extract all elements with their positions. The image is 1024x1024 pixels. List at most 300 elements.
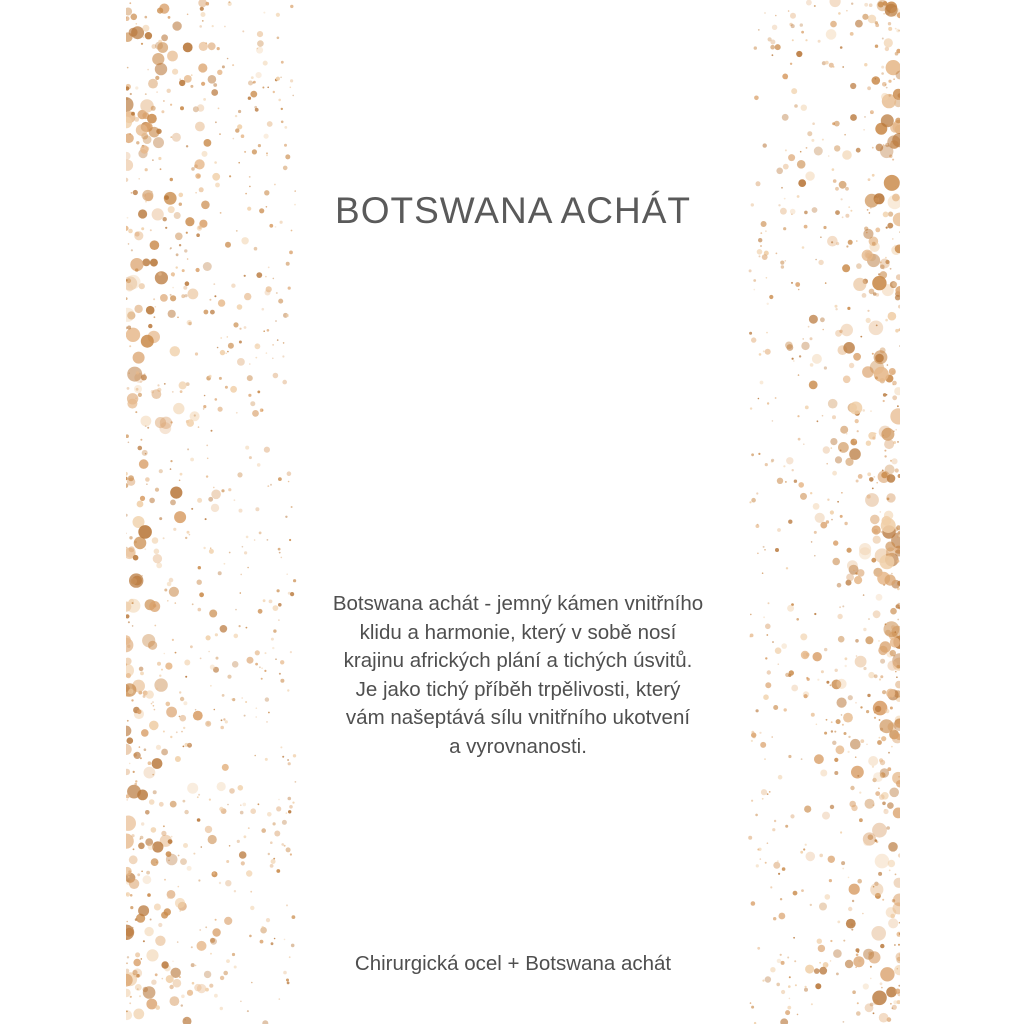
speckle-dot bbox=[140, 757, 142, 759]
speckle-dot bbox=[208, 75, 217, 84]
speckle-dot bbox=[255, 716, 257, 718]
speckle-dot bbox=[175, 898, 185, 908]
speckle-dot bbox=[240, 1001, 242, 1003]
speckle-dot bbox=[864, 63, 867, 66]
speckle-dot bbox=[206, 445, 208, 447]
speckle-dot bbox=[243, 803, 247, 807]
speckle-dot bbox=[229, 845, 231, 847]
speckle-dot bbox=[268, 267, 270, 269]
speckle-dot bbox=[898, 305, 900, 309]
speckle-dot bbox=[757, 947, 760, 950]
speckle-dot bbox=[129, 763, 131, 765]
speckle-dot bbox=[776, 983, 780, 987]
speckle-dot bbox=[881, 531, 883, 533]
speckle-dot bbox=[224, 26, 226, 28]
speckle-dot bbox=[868, 618, 870, 620]
speckle-dot bbox=[288, 810, 291, 813]
speckle-dot bbox=[276, 869, 280, 873]
speckle-dot bbox=[197, 796, 199, 798]
speckle-dot bbox=[141, 729, 149, 737]
speckle-dot bbox=[776, 253, 778, 255]
speckle-dot bbox=[890, 650, 896, 656]
speckle-dot bbox=[137, 790, 148, 801]
speckle-dot bbox=[126, 799, 128, 801]
speckle-dot bbox=[148, 641, 157, 650]
speckle-dot bbox=[885, 319, 888, 322]
speckle-dot bbox=[167, 582, 172, 587]
speckle-dot bbox=[790, 13, 796, 19]
speckle-dot bbox=[138, 525, 152, 539]
speckle-dot bbox=[140, 145, 148, 153]
speckle-dot bbox=[176, 253, 179, 256]
speckle-dot bbox=[187, 14, 189, 16]
speckle-dot bbox=[875, 78, 877, 80]
speckle-dot bbox=[890, 707, 893, 710]
speckle-dot bbox=[778, 873, 780, 875]
speckle-dot bbox=[896, 274, 900, 280]
speckle-dot bbox=[890, 268, 892, 270]
speckle-dot bbox=[795, 282, 800, 287]
speckle-dot bbox=[217, 70, 222, 75]
speckle-dot bbox=[129, 345, 131, 347]
speckle-dot bbox=[285, 516, 287, 518]
speckle-dot bbox=[215, 398, 218, 401]
speckle-dot bbox=[863, 628, 866, 631]
speckle-dot bbox=[777, 528, 781, 532]
speckle-dot bbox=[211, 430, 213, 432]
speckle-dot bbox=[141, 335, 154, 348]
speckle-dot bbox=[267, 121, 273, 127]
speckle-dot bbox=[218, 571, 222, 575]
speckle-dot bbox=[846, 433, 848, 435]
speckle-dot bbox=[247, 567, 249, 569]
speckle-dot bbox=[822, 329, 824, 331]
speckle-dot bbox=[817, 679, 819, 681]
speckle-dot bbox=[145, 810, 150, 815]
speckle-dot bbox=[197, 984, 206, 993]
speckle-dot bbox=[141, 871, 143, 873]
speckle-dot bbox=[135, 232, 140, 237]
speckle-dot bbox=[266, 352, 268, 354]
speckle-dot bbox=[281, 557, 283, 559]
speckle-dot bbox=[895, 671, 897, 673]
speckle-dot bbox=[814, 531, 817, 534]
speckle-dot bbox=[846, 574, 854, 582]
speckle-dot bbox=[850, 114, 857, 121]
speckle-dot bbox=[164, 589, 167, 592]
speckle-dot bbox=[126, 133, 134, 143]
speckle-dot bbox=[127, 720, 129, 722]
speckle-dot bbox=[818, 945, 825, 952]
speckle-dot bbox=[213, 872, 216, 875]
speckle-dot bbox=[872, 488, 874, 490]
speckle-dot bbox=[151, 858, 159, 866]
speckle-dot bbox=[885, 84, 887, 86]
speckle-dot bbox=[782, 867, 786, 871]
speckle-dot bbox=[230, 386, 237, 393]
speckle-dot bbox=[177, 317, 179, 319]
speckle-dot bbox=[781, 265, 784, 268]
speckle-dot bbox=[139, 838, 141, 840]
speckle-dot bbox=[222, 764, 229, 771]
speckle-dot bbox=[897, 619, 899, 621]
speckle-dot bbox=[161, 831, 166, 836]
speckle-dot bbox=[217, 782, 226, 791]
speckle-dot bbox=[842, 66, 844, 68]
speckle-dot bbox=[897, 441, 899, 443]
speckle-dot bbox=[758, 398, 760, 400]
speckle-dot bbox=[851, 766, 864, 779]
speckle-dot bbox=[871, 926, 886, 941]
speckle-dot bbox=[840, 831, 842, 833]
speckle-dot bbox=[842, 150, 852, 160]
speckle-dot bbox=[155, 488, 159, 492]
speckle-dot bbox=[163, 825, 165, 827]
speckle-dot bbox=[896, 29, 900, 33]
speckle-dot bbox=[784, 708, 787, 711]
speckle-dot bbox=[888, 752, 890, 754]
speckle-dot bbox=[179, 244, 181, 246]
speckle-dot bbox=[887, 364, 889, 366]
speckle-dot bbox=[203, 547, 205, 549]
speckle-dot bbox=[126, 308, 135, 322]
speckle-dot bbox=[143, 695, 146, 698]
speckle-dot bbox=[844, 732, 847, 735]
speckle-dot bbox=[129, 1002, 131, 1004]
speckle-dot bbox=[828, 155, 830, 157]
speckle-dot bbox=[800, 151, 802, 153]
speckle-dot bbox=[860, 706, 862, 708]
speckle-dot bbox=[801, 758, 803, 760]
speckle-dot bbox=[775, 44, 781, 50]
speckle-dot bbox=[899, 922, 900, 924]
speckle-dot bbox=[126, 160, 133, 171]
speckle-dot bbox=[835, 308, 837, 310]
speckle-dot bbox=[221, 489, 224, 492]
speckle-dot bbox=[146, 690, 154, 698]
speckle-dot bbox=[849, 363, 854, 368]
speckle-dot bbox=[891, 458, 897, 464]
speckle-dot bbox=[770, 45, 775, 50]
speckle-dot bbox=[295, 781, 297, 783]
speckle-dot bbox=[886, 689, 895, 698]
speckle-dot bbox=[756, 524, 760, 528]
speckle-dot bbox=[754, 46, 757, 49]
speckle-dot bbox=[159, 469, 163, 473]
speckle-dot bbox=[888, 80, 891, 83]
description-line: krajinu afrických plání a tichých úsvitů. bbox=[343, 649, 693, 672]
speckle-dot bbox=[286, 904, 288, 906]
speckle-dot bbox=[140, 439, 142, 441]
speckle-dot bbox=[854, 439, 857, 442]
speckle-dot bbox=[760, 232, 762, 234]
speckle-dot bbox=[146, 483, 148, 485]
speckle-dot bbox=[147, 893, 151, 897]
speckle-dot bbox=[288, 481, 290, 483]
speckle-dot bbox=[856, 240, 858, 242]
speckle-dot bbox=[159, 675, 161, 677]
speckle-dot bbox=[201, 82, 205, 86]
speckle-dot bbox=[772, 25, 777, 30]
speckle-dot bbox=[170, 801, 177, 808]
speckle-dot bbox=[837, 501, 839, 503]
speckle-dot bbox=[175, 233, 183, 241]
speckle-dot bbox=[757, 249, 763, 255]
speckle-dot bbox=[783, 465, 785, 467]
speckle-dot bbox=[805, 844, 807, 846]
speckle-dot bbox=[856, 480, 859, 483]
speckle-dot bbox=[165, 663, 172, 670]
speckle-dot bbox=[170, 346, 180, 356]
speckle-dot bbox=[190, 458, 194, 462]
speckle-dot bbox=[157, 8, 163, 14]
speckle-dot bbox=[894, 387, 900, 395]
speckle-dot bbox=[754, 289, 756, 291]
speckle-dot bbox=[791, 24, 795, 28]
speckle-dot bbox=[767, 402, 769, 404]
speckle-dot bbox=[865, 493, 879, 507]
speckle-dot bbox=[842, 868, 844, 870]
speckle-dot bbox=[203, 98, 206, 101]
speckle-dot bbox=[173, 403, 184, 414]
speckle-dot bbox=[288, 797, 292, 801]
speckle-dot bbox=[847, 548, 852, 553]
speckle-dot bbox=[840, 426, 848, 434]
speckle-dot bbox=[134, 752, 141, 759]
speckle-dot bbox=[220, 726, 224, 730]
speckle-dot bbox=[774, 820, 776, 822]
speckle-dot bbox=[238, 110, 241, 113]
speckle-dot bbox=[238, 785, 244, 791]
speckle-dot bbox=[178, 886, 180, 888]
speckle-dot bbox=[186, 145, 188, 147]
speckle-dot bbox=[821, 670, 824, 673]
speckle-dot bbox=[887, 661, 897, 671]
speckle-dot bbox=[217, 47, 220, 50]
speckle-dot bbox=[187, 448, 189, 450]
speckle-dot bbox=[130, 93, 132, 95]
speckle-dot bbox=[794, 104, 798, 108]
speckle-dot bbox=[865, 1003, 874, 1012]
speckle-dot bbox=[755, 814, 758, 817]
speckle-dot bbox=[757, 849, 759, 851]
speckle-dot bbox=[873, 292, 877, 296]
speckle-dot bbox=[231, 699, 233, 701]
speckle-dot bbox=[126, 328, 140, 342]
speckle-dot bbox=[129, 879, 139, 889]
speckle-dot bbox=[128, 646, 130, 648]
speckle-dot bbox=[249, 935, 252, 938]
speckle-dot bbox=[181, 995, 185, 999]
speckle-dot bbox=[257, 463, 261, 467]
speckle-dot bbox=[885, 623, 887, 625]
speckle-dot bbox=[886, 826, 890, 830]
speckle-dot bbox=[751, 1006, 754, 1009]
speckle-dot bbox=[815, 513, 825, 523]
speckle-dot bbox=[885, 465, 895, 475]
speckle-dot bbox=[213, 283, 215, 285]
speckle-dot bbox=[191, 508, 193, 510]
speckle-dot bbox=[801, 342, 809, 350]
speckle-dot bbox=[762, 798, 764, 800]
speckle-dot bbox=[807, 131, 812, 136]
speckle-dot bbox=[833, 540, 838, 545]
speckle-dot bbox=[756, 492, 758, 494]
speckle-dot bbox=[802, 246, 805, 249]
speckle-dot bbox=[853, 278, 866, 291]
speckle-dot bbox=[892, 159, 894, 161]
speckle-dot bbox=[137, 710, 142, 715]
speckle-dot bbox=[804, 988, 808, 992]
speckle-dot bbox=[255, 507, 259, 511]
speckle-dot bbox=[235, 609, 237, 611]
speckle-dot bbox=[170, 736, 172, 738]
speckle-dot bbox=[158, 157, 161, 160]
speckle-dot bbox=[247, 657, 254, 664]
speckle-dot bbox=[151, 827, 157, 833]
speckle-dot bbox=[287, 471, 292, 476]
speckle-dot bbox=[220, 337, 222, 339]
speckle-dot bbox=[879, 794, 885, 800]
speckle-dot bbox=[866, 441, 871, 446]
speckle-dot bbox=[248, 394, 251, 397]
speckle-dot bbox=[800, 633, 807, 640]
speckle-dot bbox=[862, 913, 864, 915]
speckle-dot bbox=[792, 358, 794, 360]
speckle-dot bbox=[169, 985, 173, 989]
speckle-dot bbox=[292, 915, 296, 919]
speckle-dot bbox=[250, 401, 255, 406]
speckle-dot bbox=[268, 853, 270, 855]
speckle-dot bbox=[773, 917, 776, 920]
speckle-dot bbox=[830, 0, 841, 7]
speckle-dot bbox=[800, 23, 803, 26]
speckle-dot bbox=[857, 430, 859, 432]
speckle-dot bbox=[126, 472, 128, 476]
speckle-dot bbox=[179, 716, 181, 718]
speckle-dot bbox=[191, 74, 193, 76]
speckle-dot bbox=[751, 337, 756, 342]
speckle-dot bbox=[851, 929, 853, 931]
speckle-dot bbox=[204, 395, 206, 397]
speckle-dot bbox=[195, 352, 198, 355]
speckle-dot bbox=[231, 284, 235, 288]
speckle-dot bbox=[874, 674, 878, 678]
speckle-dot bbox=[138, 905, 149, 916]
speckle-dot bbox=[205, 826, 212, 833]
speckle-dot bbox=[126, 989, 131, 997]
speckle-dot bbox=[765, 976, 771, 982]
speckle-dot bbox=[793, 891, 798, 896]
speckle-dot bbox=[132, 625, 134, 627]
speckle-dot bbox=[229, 175, 231, 177]
speckle-dot bbox=[199, 25, 202, 28]
speckle-dot bbox=[127, 737, 134, 744]
speckle-dot bbox=[290, 87, 292, 89]
speckle-dot bbox=[242, 546, 244, 548]
speckle-dot bbox=[229, 552, 231, 554]
speckle-dot bbox=[136, 23, 138, 25]
speckle-dot bbox=[865, 799, 875, 809]
speckle-dot bbox=[259, 532, 262, 535]
speckle-dot bbox=[241, 134, 245, 138]
speckle-dot bbox=[798, 179, 806, 187]
speckle-dot bbox=[286, 812, 288, 814]
speckle-dot bbox=[127, 67, 129, 69]
speckle-dot bbox=[286, 979, 289, 982]
speckle-dot bbox=[205, 926, 207, 928]
speckle-dot bbox=[250, 808, 256, 814]
speckle-dot bbox=[822, 415, 824, 417]
speckle-dot bbox=[879, 1013, 889, 1023]
speckle-dot bbox=[217, 347, 219, 349]
speckle-dot bbox=[862, 250, 873, 261]
speckle-dot bbox=[797, 1014, 799, 1016]
speckle-dot bbox=[199, 929, 201, 931]
speckle-dot bbox=[767, 303, 769, 305]
speckle-dot bbox=[880, 982, 883, 985]
speckle-dot bbox=[137, 873, 140, 876]
speckle-dot bbox=[887, 498, 890, 501]
speckle-dot bbox=[136, 141, 139, 144]
speckle-dot bbox=[763, 143, 767, 147]
speckle-dot bbox=[805, 986, 807, 988]
speckle-dot bbox=[267, 485, 269, 487]
speckle-dot bbox=[133, 555, 139, 561]
speckle-dot bbox=[775, 397, 777, 399]
speckle-dot bbox=[148, 844, 154, 850]
speckle-dot bbox=[199, 592, 204, 597]
speckle-dot bbox=[778, 775, 783, 780]
speckle-dot bbox=[871, 558, 876, 563]
speckle-dot bbox=[857, 569, 865, 577]
speckle-dot bbox=[819, 854, 823, 858]
speckle-dot bbox=[798, 374, 800, 376]
speckle-dot bbox=[862, 14, 868, 20]
speckle-dot bbox=[251, 982, 253, 984]
speckle-dot bbox=[830, 510, 834, 514]
speckle-dot bbox=[276, 13, 280, 17]
speckle-dot bbox=[779, 913, 786, 920]
speckle-dot bbox=[227, 336, 229, 338]
speckle-dot bbox=[764, 549, 766, 551]
speckle-dot bbox=[267, 329, 270, 332]
speckle-dot bbox=[179, 480, 181, 482]
speckle-dot bbox=[126, 673, 131, 678]
speckle-dot bbox=[289, 805, 293, 809]
speckle-dot bbox=[750, 407, 752, 409]
speckle-dot bbox=[161, 34, 168, 41]
speckle-dot bbox=[173, 275, 175, 277]
speckle-dot bbox=[804, 694, 808, 698]
speckle-dot bbox=[228, 1, 230, 3]
speckle-dot bbox=[284, 144, 287, 147]
speckle-dot bbox=[238, 162, 240, 164]
speckle-dot bbox=[244, 275, 246, 277]
speckle-dot bbox=[831, 730, 833, 732]
speckle-dot bbox=[756, 181, 761, 186]
speckle-dot bbox=[849, 448, 861, 460]
speckle-dot bbox=[212, 173, 220, 181]
speckle-dot bbox=[836, 679, 846, 689]
speckle-dot bbox=[765, 862, 767, 864]
speckle-dot bbox=[881, 987, 883, 989]
speckle-dot bbox=[220, 976, 224, 980]
speckle-dot bbox=[760, 858, 762, 860]
speckle-dot bbox=[883, 393, 887, 397]
speckle-dot bbox=[809, 315, 818, 324]
speckle-dot bbox=[281, 843, 284, 846]
